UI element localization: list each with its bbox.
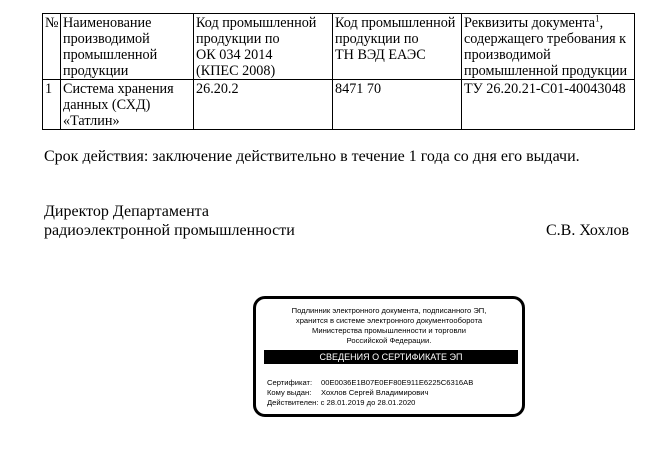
issued-to-value: Хохлов Сергей Владимирович (321, 388, 429, 397)
header-okpd-line3: (КПЕС 2008) (196, 63, 276, 79)
certificate-row (267, 378, 473, 388)
cell-document: ТУ 26.20.21-С01-40043048 (462, 80, 635, 130)
header-doc-main: Реквизиты документа (464, 15, 596, 31)
stamp-note-line2: хранится в системе электронного документооборота (295, 316, 483, 325)
table-header-row (43, 14, 635, 80)
valid-value: с 28.01.2019 до 28.01.2020 (320, 398, 416, 407)
stamp-details (267, 378, 473, 408)
certificate-label: Сертификат: (267, 378, 313, 387)
stamp-note (256, 306, 522, 346)
table-row (43, 80, 635, 130)
stamp-note-line4: Российской Федерации. (346, 336, 432, 345)
validity-statement: Срок действия: заключение действительно в течение 1 года со дня его выдачи. (44, 148, 580, 165)
valid-label: Действителен: (267, 398, 319, 407)
header-okpd-code (194, 14, 333, 80)
footnote-marker: 1 (595, 13, 600, 24)
stamp-note-line1: Подлинник электронного документа, подписанного ЭП, (291, 306, 487, 315)
header-tnved-line2: ТН ВЭД ЕАЭС (335, 47, 426, 63)
signatory-title-line2: радиоэлектронной промышленности (44, 221, 295, 239)
issued-to-row (267, 388, 473, 398)
header-okpd-line2: ОК 034 2014 (196, 47, 273, 63)
stamp-header: СВЕДЕНИЯ О СЕРТИФИКАТЕ ЭП (264, 350, 518, 364)
cell-number: 1 (43, 80, 61, 130)
header-number: № (43, 14, 61, 80)
signatory-title-line1: Директор Департамента (44, 203, 209, 220)
header-tnved-code (333, 14, 462, 80)
cell-product-name: Система хранения данных (СХД) «Татлин» (61, 80, 194, 130)
header-doc-rest: , содержащего требования к производимой промышленной продукции (464, 15, 628, 79)
signatory-name: С.В. Хохлов (545, 222, 629, 239)
valid-row (267, 398, 473, 408)
stamp-note-line3: Министерства промышленности и торговли (312, 326, 466, 335)
products-table (42, 13, 635, 130)
cell-tnved-code: 8471 70 (333, 80, 462, 130)
header-document-details (462, 14, 635, 80)
header-tnved-line1: Код промышленной продукции по (335, 15, 456, 47)
header-okpd-line1: Код промышленной продукции по (196, 15, 317, 47)
cell-okpd-code: 26.20.2 (194, 80, 333, 130)
electronic-signature-stamp (253, 296, 525, 417)
issued-to-label: Кому выдан: (267, 388, 312, 397)
header-product-name: Наименование производимой промышленной продукции (61, 14, 194, 80)
certificate-value: 00E0036E1B07E0EF80E911E6225C6316AB (321, 378, 474, 387)
signatory-title (44, 203, 295, 240)
